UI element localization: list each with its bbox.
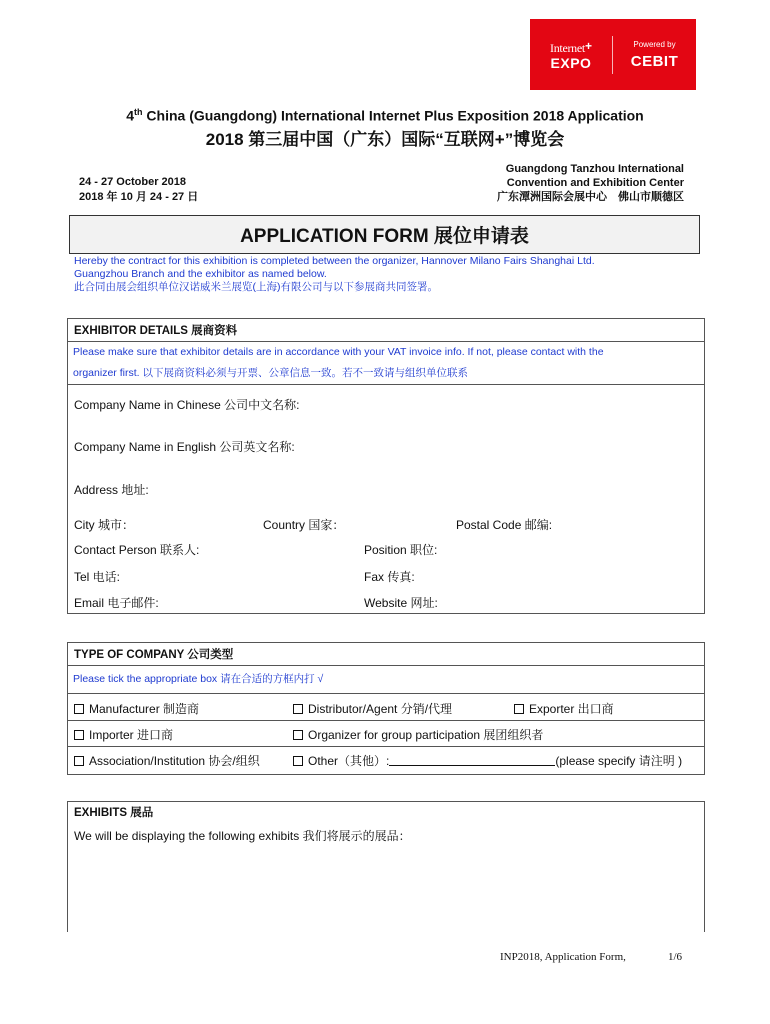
position-field[interactable]: Position 职位:: [364, 543, 438, 557]
checkbox-distributor[interactable]: [293, 700, 452, 717]
exhibitor-note-line2: organizer first. 以下展商资料必须与开票、公章信息一致。若不一致请与组织单位联系: [73, 367, 468, 379]
address-field[interactable]: Address 地址:: [74, 483, 149, 497]
checkbox-importer[interactable]: [74, 726, 173, 743]
event-dates: [79, 175, 198, 205]
title-english: [0, 107, 770, 124]
option-label: Importer 进口商: [89, 728, 174, 742]
email-field[interactable]: Email 电子邮件:: [74, 596, 159, 610]
contract-line2: Guangzhou Branch and the exhibitor as named below.: [74, 268, 327, 280]
checkbox-group-organizer[interactable]: [293, 726, 543, 743]
title-chinese: 2018 第三届中国（广东）国际“互联网+”博览会: [205, 130, 565, 149]
title-text: China (Guangdong) International Internet Plus Exposition 2018 Application: [142, 107, 644, 124]
logo-partner: CEBIT: [630, 52, 679, 70]
company-name-chinese-field[interactable]: Company Name in Chinese 公司中文名称:: [74, 398, 300, 412]
venue: [497, 162, 684, 204]
footer-page-number: 1/6: [668, 951, 683, 963]
contact-person-field[interactable]: Contact Person 联系人:: [74, 543, 200, 557]
postal-code-field[interactable]: Postal Code 邮编:: [456, 518, 553, 532]
venue-line1: Guangdong Tanzhou International: [505, 163, 684, 175]
company-name-english-field[interactable]: Company Name in English 公司英文名称:: [74, 440, 295, 454]
internet-expo-logo: [530, 40, 612, 70]
cebit-logo: [613, 41, 696, 69]
checkbox-other[interactable]: [293, 752, 682, 769]
logo-brand-plus: +: [584, 38, 592, 53]
option-label: Other（其他）:: [308, 754, 390, 768]
divider: [68, 693, 704, 694]
contract-line3: 此合同由展会组织单位汉诺威米兰展览(上海)有限公司与以下参展商共同签署。: [74, 281, 438, 293]
exhibits-section: [67, 801, 705, 932]
exhibitor-note: [68, 342, 704, 384]
checkbox-icon: [293, 730, 303, 740]
exhibitor-details-section: [67, 318, 705, 614]
checkbox-icon: [74, 756, 84, 766]
option-label: Association/Institution 协会/组织: [89, 754, 260, 768]
date-chinese: 2018 年 10 月 24 - 27 日: [79, 191, 199, 203]
company-type-section: [67, 642, 705, 775]
checkbox-icon: [74, 704, 84, 714]
website-field[interactable]: Website 网址:: [364, 596, 438, 610]
divider: [68, 384, 704, 385]
expo-logo: [530, 19, 696, 90]
company-type-note: Please tick the appropriate box 请在合适的方框内打 √: [73, 673, 324, 685]
fax-field[interactable]: Fax 传真:: [364, 570, 415, 584]
logo-brand-line2: EXPO: [550, 54, 592, 71]
contract-note: [74, 255, 694, 294]
divider: [68, 720, 704, 721]
venue-line2: Convention and Exhibition Center: [506, 177, 684, 189]
title-sup: th: [134, 107, 143, 117]
exhibits-description-field[interactable]: We will be displaying the following exhibits 我们将展示的展品：: [74, 829, 411, 843]
form-title: APPLICATION FORM 展位申请表: [69, 215, 700, 254]
logo-brand-line1: Internet: [550, 40, 585, 55]
exhibits-heading: EXHIBITS 展品: [74, 807, 154, 819]
footer-doc-label: INP2018, Application Form,: [500, 951, 626, 963]
checkbox-icon: [74, 730, 84, 740]
logo-powered-by: Powered by: [633, 39, 676, 49]
checkbox-association[interactable]: [74, 752, 260, 769]
checkbox-icon: [293, 704, 303, 714]
city-field[interactable]: City 城市：: [74, 518, 135, 532]
checkbox-manufacturer[interactable]: [74, 700, 199, 717]
checkbox-icon: [514, 704, 524, 714]
other-specify-input[interactable]: [389, 754, 555, 766]
checkbox-exporter[interactable]: [514, 700, 614, 717]
contract-line1: Hereby the contract for this exhibition is completed between the organizer, Hannover Milano Fairs Shanghai Ltd.: [74, 255, 595, 267]
exhibitor-note-line1: Please make sure that exhibitor details are in accordance with your VAT invoice info. If not, please contact with the: [73, 346, 604, 358]
option-label: Distributor/Agent 分销/代理: [308, 702, 453, 716]
option-label: Manufacturer 制造商: [89, 702, 200, 716]
country-field[interactable]: Country 国家：: [263, 518, 345, 532]
divider: [68, 746, 704, 747]
venue-line3: 广东潭洲国际会展中心 佛山市顺德区: [497, 191, 684, 203]
company-type-heading: TYPE OF COMPANY 公司类型: [68, 643, 704, 666]
option-label: Organizer for group participation 展团组织者: [308, 728, 544, 742]
option-label: Exporter 出口商: [529, 702, 614, 716]
specify-label: (please specify 请注明 ): [555, 754, 683, 768]
title-prefix: 4: [126, 107, 135, 124]
exhibitor-details-heading: EXHIBITOR DETAILS 展商资料: [68, 319, 704, 342]
tel-field[interactable]: Tel 电话:: [74, 570, 121, 584]
checkbox-icon: [293, 756, 303, 766]
date-english: 24 - 27 October 2018: [79, 176, 187, 188]
